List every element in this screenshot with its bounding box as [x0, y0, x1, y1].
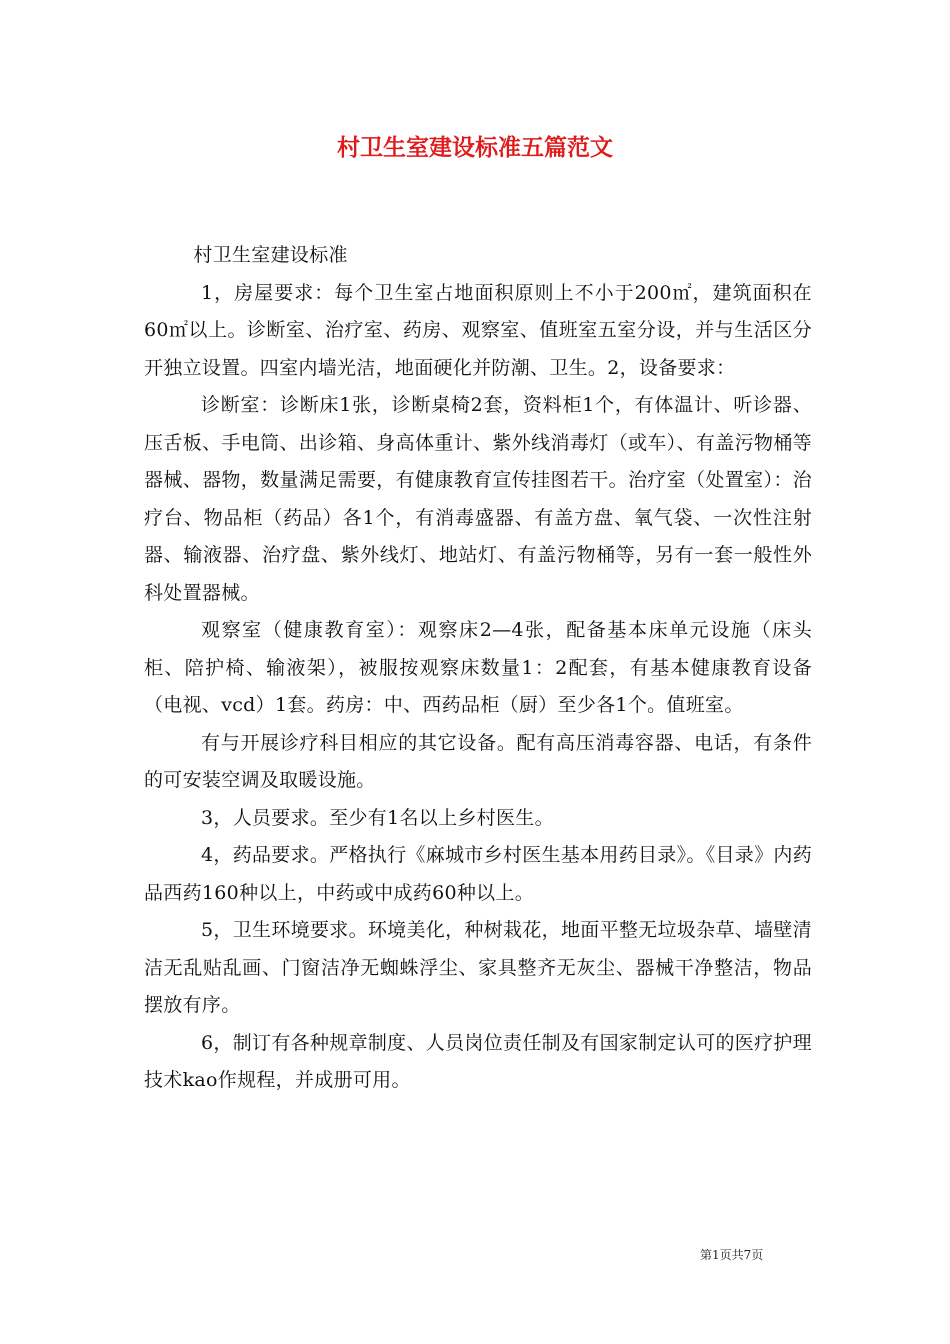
paragraph-environment: 5，卫生环境要求。环境美化，种树栽花，地面平整无垃圾杂草、墙壁清洁无乱贴乱画、门窗洁净无蜘蛛浮尘、家具整齐无灰尘、器械干净整洁，物品摆放有序。 — [144, 919, 812, 1016]
paragraph-observation-room: 观察室（健康教育室）：观察床2—4张，配备基本床单元设施（床头柜、陪护椅、输液架），被服按观察床数量1：2配套，有基本健康教育设备（电视、vcd）1套。药房：中、西药品柜（厨）至少各1个。值班室。 — [144, 619, 812, 716]
paragraph-housing: 1，房屋要求：每个卫生室占地面积原则上不小于200㎡，建筑面积在60㎡以上。诊断室、治疗室、药房、观察室、值班室五室分设，并与生活区分开独立设置。四室内墙光洁，地面硬化并防潮、卫生。2，设备要求： — [144, 281, 812, 379]
paragraph-staff: 3，人员要求。至少有1名以上乡村医生。 — [201, 806, 554, 829]
page-number: 第1页共7页 — [700, 1248, 764, 1262]
paragraph-regulations: 6，制订有各种规章制度、人员岗位责任制及有国家制定认可的医疗护理技术kao作规程，并成册可用。 — [144, 1031, 812, 1091]
document-title: 村卫生室建设标准五篇范文 — [337, 134, 613, 161]
paragraph-medicine: 4，药品要求。严格执行《麻城市乡村医生基本用药目录》。《目录》内药品西药160种以上，中药或中成药60种以上。 — [144, 844, 812, 904]
paragraph-diagnosis-room: 诊断室：诊断床1张，诊断桌椅2套，资料柜1个，有体温计、听诊器、压舌板、手电筒、出诊箱、身高体重计、紫外线消毒灯（或车）、有盖污物桶等器械、器物，数量满足需要，有健康教育宣传挂图若干。治疗室（处置室）：治疗台、物品柜（药品）各1个，有消毒盛器、有盖方盘、氧气袋、一次性注射器、输液器、治疗盘、紫外线灯、地站灯、有盖污物桶等，另有一套一般性外科处置器械。 — [144, 394, 812, 604]
paragraph-heading: 村卫生室建设标准 — [193, 244, 348, 266]
document-body — [144, 237, 812, 1100]
paragraph-other-equipment: 有与开展诊疗科目相应的其它设备。配有高压消毒容器、电话，有条件的可安装空调及取暖设施。 — [144, 731, 812, 791]
